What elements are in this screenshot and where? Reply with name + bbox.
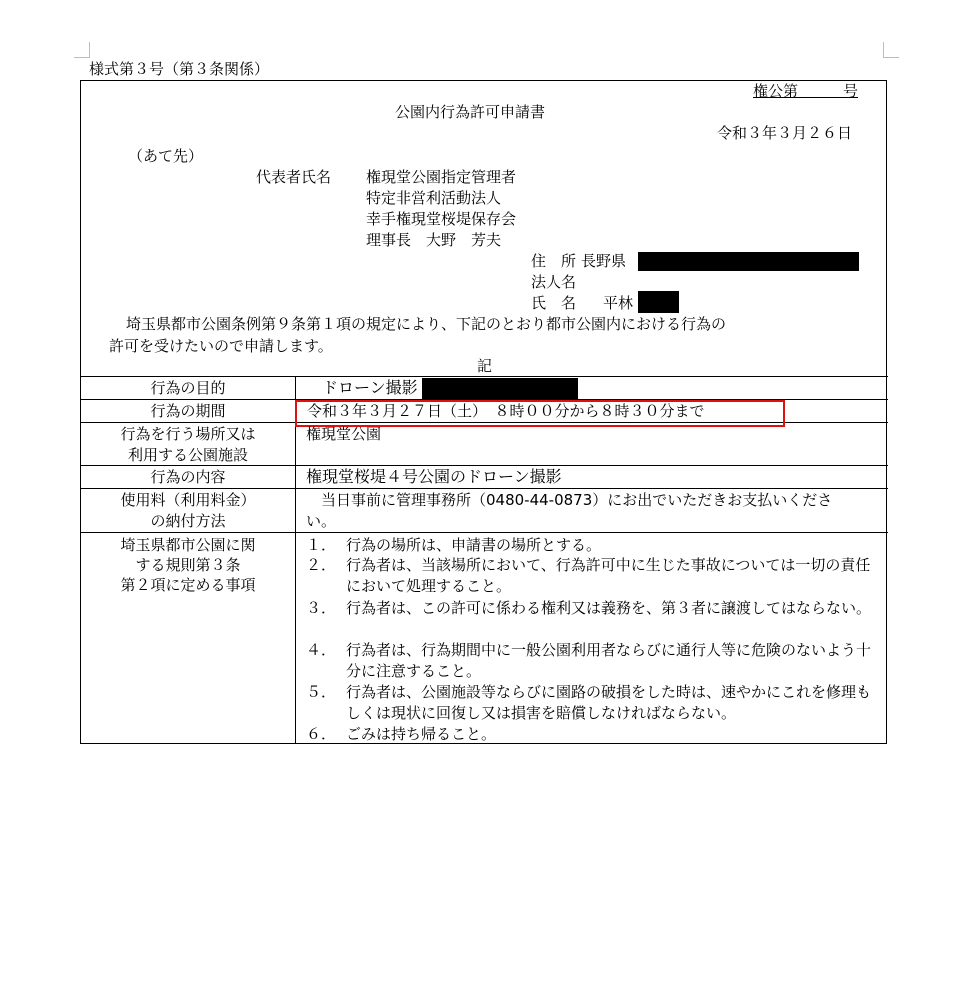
purpose-label: 行為の目的: [150, 379, 226, 397]
fee-value-line-2: い。: [306, 512, 337, 530]
name-value: 平林: [603, 294, 634, 312]
row-line-3: [80, 465, 888, 466]
rule-text: 行為者は、行為期間中に一般公園利用者ならびに通行人等に危険のないよう十分に注意すること。: [346, 641, 872, 680]
redaction-address: [638, 252, 859, 271]
column-divider: [295, 376, 296, 744]
rule-text: ごみは持ち帰ること。: [346, 725, 497, 743]
content-value: 権現堂桜堤４号公園のドローン撮影: [306, 467, 562, 486]
rule-item: [306, 555, 884, 597]
representative-line-1: 権現堂公園指定管理者: [366, 168, 517, 186]
rules-label-line-1: 埼玉県都市公園に関: [120, 536, 256, 554]
period-label: 行為の期間: [150, 402, 226, 420]
place-label-line-1: 行為を行う場所又は: [120, 425, 256, 443]
rule-number: ３．: [306, 599, 337, 617]
row-line-5: [80, 532, 888, 533]
fee-value-line-1: 当日事前に管理事務所（0480-44-0873）にお出でいただきお支払いくださ: [306, 491, 833, 509]
rule-item: [306, 724, 884, 745]
content-label: 行為の内容: [150, 468, 226, 486]
rule-text: 行為者は、この許可に係わる権利又は義務を、第３者に譲渡してはならない。: [346, 599, 872, 617]
rule-number: ５．: [306, 683, 337, 701]
representative-line-2: 特定非営利活動法人: [366, 189, 502, 207]
crop-mark-top-left-h: [74, 57, 90, 58]
rule-text: 行為の場所は、申請書の場所とする。: [346, 536, 602, 554]
document-title: 公園内行為許可申請書: [395, 103, 546, 121]
rule-number: １．: [306, 536, 337, 554]
intro-line-1: 埼玉県都市公園条例第９条第１項の規定により、下記のとおり都市公園内における行為の: [126, 315, 727, 333]
address-value: 長野県: [581, 252, 627, 270]
rule-item: [306, 640, 884, 682]
purpose-value: ドローン撮影: [322, 378, 418, 397]
fee-label-line-1: 使用料（利用料金）: [120, 491, 256, 509]
address-label: 住 所: [531, 252, 577, 270]
representative-line-4: 理事長 大野 芳夫: [366, 231, 502, 249]
application-date: 令和３年３月２６日: [717, 124, 853, 142]
row-line-0: [80, 376, 888, 377]
fee-label-line-2: の納付方法: [150, 512, 226, 530]
intro-line-2: 許可を受けたいので申請します。: [109, 337, 333, 355]
rule-number: ４．: [306, 641, 337, 659]
period-highlight: [295, 400, 785, 427]
doc-number: 権公第 号: [753, 82, 859, 100]
rule-text: 行為者は、当該場所において、行為許可中に生じた事故については一切の責任において処理すること。: [346, 556, 871, 595]
rule-item: [306, 598, 884, 640]
place-label-line-2: 利用する公園施設: [127, 446, 248, 464]
rule-item: [306, 535, 884, 556]
row-line-4: [80, 488, 888, 489]
name-label: 氏 名: [531, 294, 577, 312]
rules-label-line-3: 第２項に定める事項: [120, 576, 256, 594]
rule-number: ２．: [306, 556, 337, 574]
crop-mark-top-right-h: [883, 57, 899, 58]
rules-label-line-2: する規則第３条: [135, 556, 241, 574]
representative-line-3: 幸手権現堂桜堤保存会: [366, 210, 517, 228]
place-value: 権現堂公園: [306, 425, 382, 443]
rule-text: 行為者は、公園施設等ならびに園路の破損をした時は、速やかにこれを修理もしくは現状に回復し又は損害を賠償しなければならない。: [346, 683, 872, 722]
period-value: 令和３年３月２７日（土） ８時００分から８時３０分まで: [307, 402, 705, 420]
ki-heading: 記: [477, 357, 493, 375]
crop-mark-top-right-v: [883, 42, 884, 58]
rule-number: ６．: [306, 725, 337, 743]
corporation-label: 法人名: [531, 273, 577, 291]
form-number: 様式第３号（第３条関係）: [89, 60, 270, 78]
crop-mark-top-left-v: [89, 42, 90, 58]
rule-item: [306, 682, 884, 724]
redaction-purpose: [422, 378, 578, 399]
addressee: （あて先）: [128, 147, 204, 165]
redaction-name: [638, 291, 679, 313]
representative-label: 代表者氏名: [256, 168, 332, 186]
